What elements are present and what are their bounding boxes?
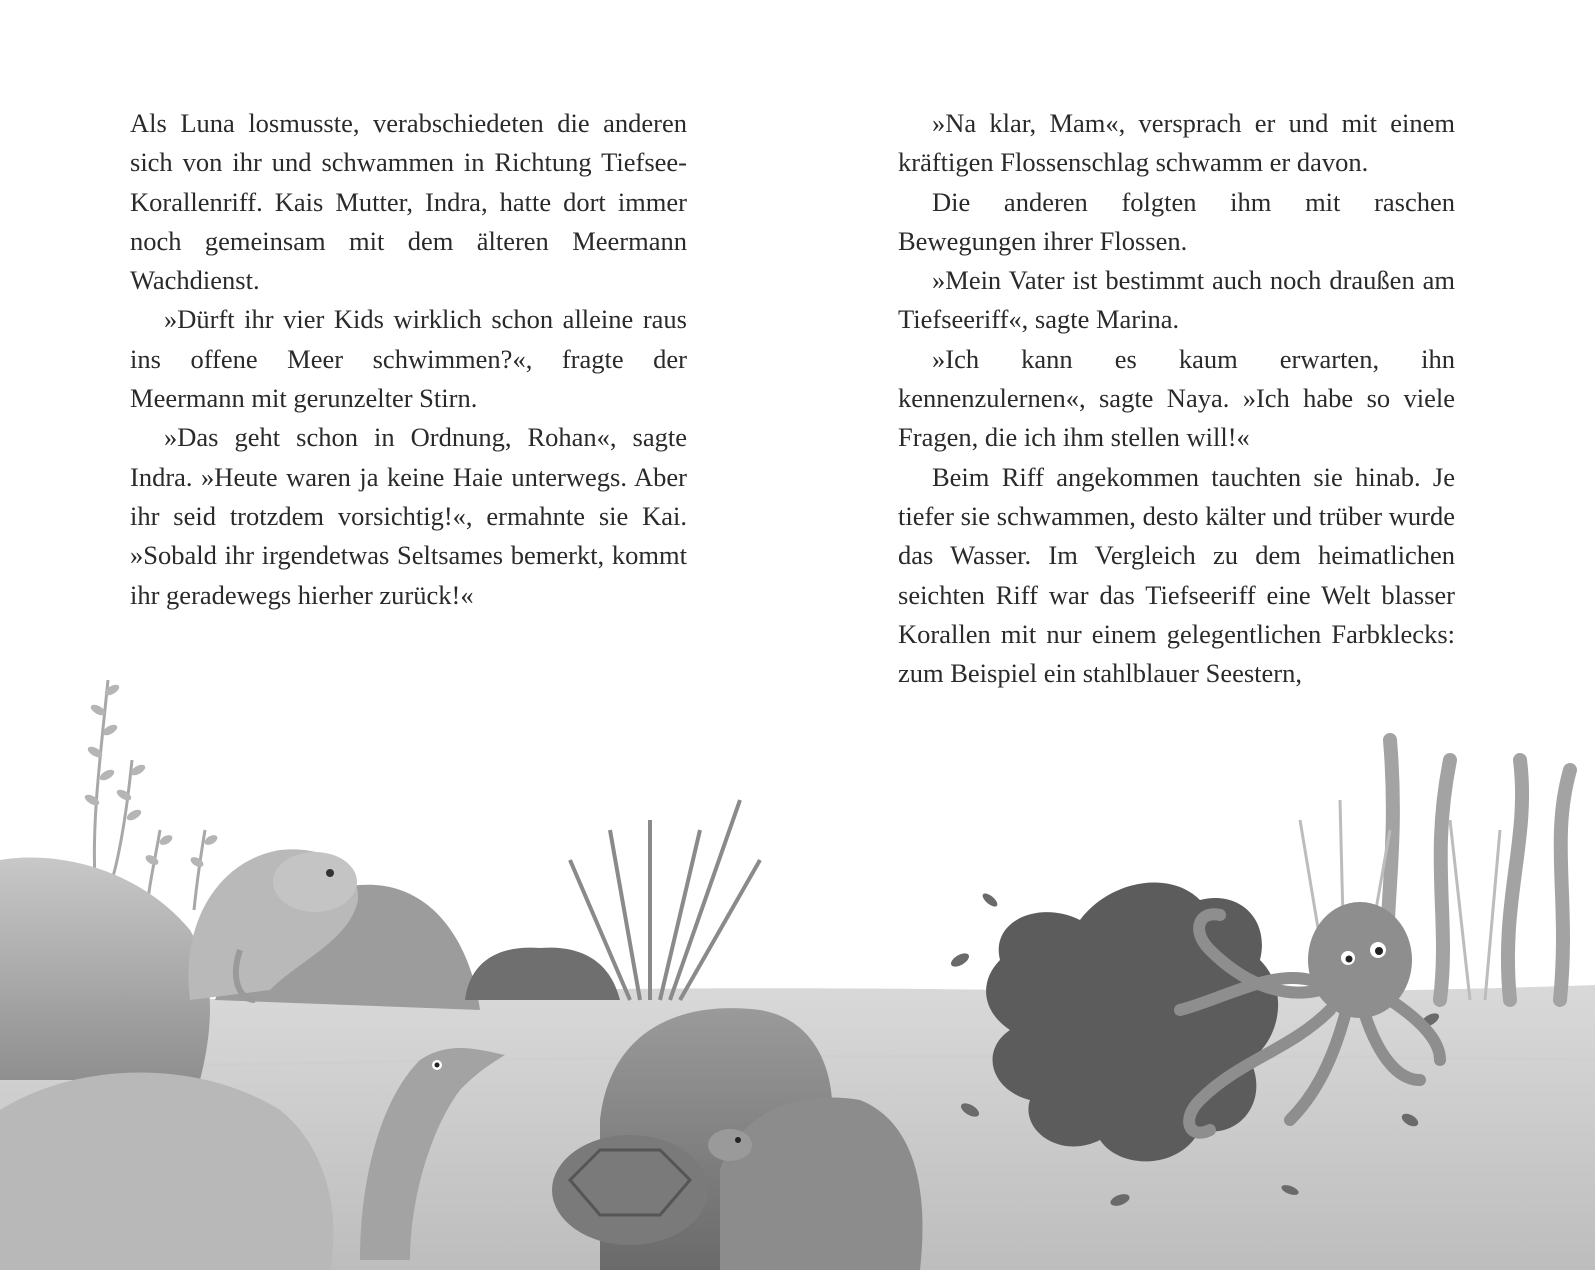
paragraph: Beim Riff angekommen tauchten sie hinab. Je tiefer sie schwammen, desto kälter und trüber wurde das Wasser. Im Vergleich zu dem heimatlichen seichten Riff war das Tiefseeriff eine Welt blasser Korallen mit nur einem gelegentlichen Farbklecks: zum Beispiel ein stahlblauer Seestern, [898, 461, 1455, 689]
paragraph: »Na klar, Mam«, versprach er und mit einem kräftigen Flossenschlag schwamm er davon. [898, 108, 1455, 178]
paragraph: Als Luna losmusste, verabschiedeten die anderen sich von ihr und schwammen in Richtung Tiefsee-Korallenriff. Kais Mutter, Indra, hatte dort immer noch gemeinsam mit dem älteren Meermann Wachdienst. [130, 108, 687, 296]
paragraph: »Das geht schon in Ordnung, Rohan«, sagte Indra. »Heute waren ja keine Haie unterwegs. Aber ihr seid trotzdem vorsichtig!«, ermahnte sie Kai. »Sobald ihr irgendetwas Seltsames bemerkt, kommt ihr geradewegs hierher zurück!« [130, 422, 687, 610]
seaweed-leaves [83, 683, 219, 869]
paragraph: Die anderen folgten ihm mit raschen Bewegungen ihrer Flossen. [898, 186, 1455, 256]
paragraph: »Mein Vater ist bestimmt auch noch draußen am Tiefseeriff«, sagte Marina. [898, 265, 1455, 335]
coral-bush [465, 948, 620, 1000]
seaweed-right [1387, 740, 1570, 1000]
paragraph: »Ich kann es kaum erwarten, ihn kennenzulernen«, sagte Naya. »Ich habe so viele Fragen, die ich ihm stellen will!« [898, 343, 1455, 453]
rock [0, 858, 210, 1080]
paragraph: »Dürft ihr vier Kids wirklich schon alleine raus ins offene Meer schwimmen?«, fragte der Meermann mit gerunzelter Stirn. [130, 304, 687, 414]
